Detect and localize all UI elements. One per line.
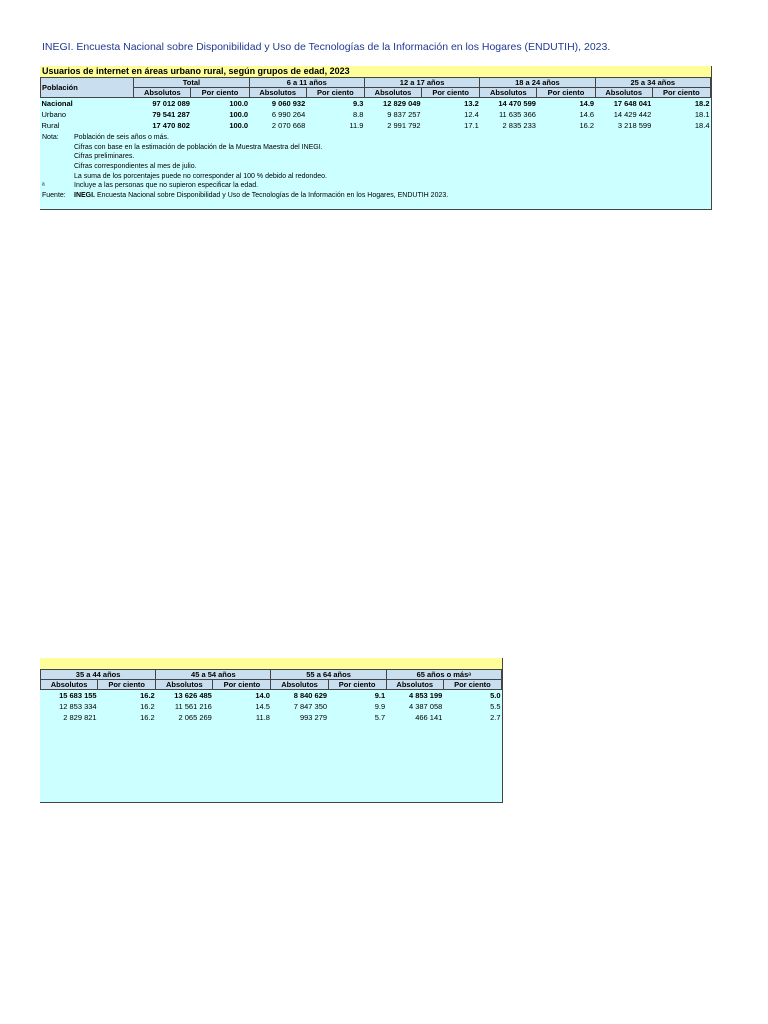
group-header: 55 a 64 años: [271, 670, 386, 680]
note-text: Cifras correspondientes al mes de julio.: [74, 163, 197, 171]
table-title: Usuarios de internet en áreas urbano rural, según grupos de edad, 2023: [42, 66, 350, 76]
group-header: 18 a 24 años: [480, 78, 595, 88]
table-cell: 14 470 599: [498, 99, 536, 108]
row-label: Urbano: [41, 110, 67, 119]
table-cell: 17 648 041: [613, 99, 652, 108]
table-cell: 5.5: [490, 702, 501, 711]
table-cell: 7 847 350: [293, 702, 328, 711]
table-cell: 13 626 485: [174, 691, 212, 700]
note-line: [40, 133, 711, 143]
table-cell: 12.4: [464, 110, 479, 119]
sub-header-por-ciento: Por ciento: [652, 88, 710, 98]
table-cell: 13.2: [464, 99, 479, 108]
group-header: Total: [134, 78, 249, 88]
table-cell: 2 070 668: [271, 121, 306, 130]
table-row: [41, 712, 502, 723]
table-cell: 466 141: [415, 713, 443, 722]
table-cell: 4 387 058: [408, 702, 443, 711]
table-cell: 16.2: [140, 691, 155, 700]
table-cell: 18.4: [694, 121, 710, 130]
data-table-main: [40, 77, 711, 131]
row-header-poblacion: Población: [41, 78, 134, 98]
group-header: 65 años o másᵃ: [386, 670, 501, 680]
table-cell: 2 835 233: [502, 121, 536, 130]
table-cell: 9 837 257: [387, 110, 421, 119]
sub-header-absolutos: Absolutos: [386, 680, 443, 690]
sub-header-absolutos: Absolutos: [271, 680, 328, 690]
table-cell: 16.2: [579, 121, 595, 130]
sub-header-por-ciento: Por ciento: [537, 88, 595, 98]
table-cell: 11 635 366: [498, 110, 536, 119]
table-cell: 4 853 199: [408, 691, 443, 700]
note-line: [40, 152, 711, 162]
table-cell: 16.2: [140, 702, 155, 711]
source-line: [40, 191, 711, 201]
sub-header-por-ciento: Por ciento: [213, 680, 271, 690]
source-text: [74, 191, 448, 201]
sub-header-absolutos: Absolutos: [249, 88, 306, 98]
group-header: 25 a 34 años: [595, 78, 710, 88]
header-row-sub: [41, 680, 502, 690]
sub-header-absolutos: Absolutos: [156, 680, 213, 690]
table-cell: 2.7: [490, 713, 501, 722]
table-cell: 2 829 821: [63, 713, 97, 722]
source-key: Fuente:: [42, 192, 66, 200]
note-key: Nota:: [42, 134, 59, 141]
note-text: Cifras preliminares.: [74, 153, 135, 161]
table-cell: 9.3: [353, 99, 364, 108]
source-description: Encuesta Nacional sobre Disponibilidad y Uso de Tecnologías de la Información en los Hogares, ENDUTIH 2023.: [95, 192, 449, 200]
sub-header-absolutos: Absolutos: [364, 88, 421, 98]
document-title: INEGI. Encuesta Nacional sobre Disponibilidad y Uso de Tecnologías de la Información en los Hogares (ENDUTIH), 2023.: [42, 41, 611, 53]
sub-header-absolutos: Absolutos: [480, 88, 537, 98]
table-cell: 100.0: [229, 110, 249, 119]
table-cell: 9 060 932: [271, 99, 306, 108]
header-row-sub: [41, 88, 711, 98]
table-cell: 11.8: [255, 713, 270, 722]
table-cell: 17.1: [464, 121, 479, 130]
note-text: Cifras con base en la estimación de población de la Muestra Maestra del INEGI.: [74, 143, 323, 151]
group-header: 35 a 44 años: [41, 670, 156, 680]
table-cell: 100.0: [229, 121, 249, 130]
table-cell: 17 470 802: [152, 121, 190, 130]
table-cell: 97 012 089: [152, 99, 190, 108]
table-title-band: [40, 66, 711, 77]
header-row-groups: [41, 78, 711, 88]
group-header: 6 a 11 años: [249, 78, 364, 88]
table-cell: 5.7: [374, 713, 386, 722]
table-cell: 18.2: [694, 99, 710, 108]
table-cell: 12 853 334: [59, 702, 97, 711]
table-panel-continuation: [40, 658, 503, 803]
sub-header-por-ciento: Por ciento: [328, 680, 386, 690]
note-text: La suma de los porcentajes puede no corresponder al 100 % debido al redondeo.: [74, 172, 327, 180]
table-cell: 11.9: [349, 121, 364, 130]
notes-block: [40, 133, 711, 201]
table-cell: 8 840 629: [293, 691, 328, 700]
table-cell: 6 990 264: [271, 110, 306, 119]
note-text: Población de seis años o más.: [74, 134, 169, 141]
table-cell: 14 429 442: [613, 110, 652, 119]
sub-header-por-ciento: Por ciento: [98, 680, 156, 690]
table-cell: 3 218 599: [617, 121, 652, 130]
group-header: 45 a 54 años: [156, 670, 271, 680]
table-cell: 18.1: [694, 110, 710, 119]
sub-header-por-ciento: Por ciento: [191, 88, 249, 98]
table-panel-main: [40, 66, 712, 210]
group-header: 12 a 17 años: [364, 78, 479, 88]
table-cell: 79 541 287: [152, 110, 190, 119]
sub-header-por-ciento: Por ciento: [422, 88, 480, 98]
sub-header-por-ciento: Por ciento: [443, 680, 501, 690]
note-line: [40, 143, 711, 153]
table-cell: 14.5: [255, 702, 270, 711]
table-cell: 2 991 792: [387, 121, 421, 130]
table-cell: 11 561 216: [174, 702, 212, 711]
note-line: [40, 162, 711, 172]
note-key: ᵃ: [42, 182, 45, 190]
table-cell: 14.9: [579, 99, 595, 108]
table-cell: 16.2: [140, 713, 155, 722]
table-row: [41, 98, 711, 110]
table-row: [41, 109, 711, 120]
data-table-continuation: [40, 669, 502, 723]
table-cell: 9.1: [374, 691, 386, 700]
table-cell: 8.8: [353, 110, 364, 119]
table-row: [41, 690, 502, 702]
table-cell: 12 829 049: [383, 99, 421, 108]
table-cell: 2 065 269: [178, 713, 212, 722]
table-cell: 9.9: [374, 702, 386, 711]
sub-header-absolutos: Absolutos: [134, 88, 191, 98]
table-cell: 14.0: [255, 691, 270, 700]
table-row: [41, 701, 502, 712]
continuation-band: [40, 658, 502, 669]
table-cell: 14.6: [579, 110, 595, 119]
header-row-groups: [41, 670, 502, 680]
note-text: Incluye a las personas que no supieron especificar la edad.: [74, 182, 259, 190]
table-row: [41, 120, 711, 131]
row-label: Nacional: [41, 99, 73, 108]
table-cell: 993 279: [299, 713, 328, 722]
row-label: Rural: [41, 121, 60, 130]
sub-header-absolutos: Absolutos: [595, 88, 652, 98]
table-cell: 5.0: [490, 691, 501, 700]
table-cell: 100.0: [229, 99, 249, 108]
table-cell: 15 683 155: [59, 691, 97, 700]
source-org: INEGI.: [74, 192, 96, 200]
note-line: [40, 172, 711, 182]
note-line: [40, 181, 711, 191]
sub-header-por-ciento: Por ciento: [306, 88, 364, 98]
sub-header-absolutos: Absolutos: [41, 680, 98, 690]
